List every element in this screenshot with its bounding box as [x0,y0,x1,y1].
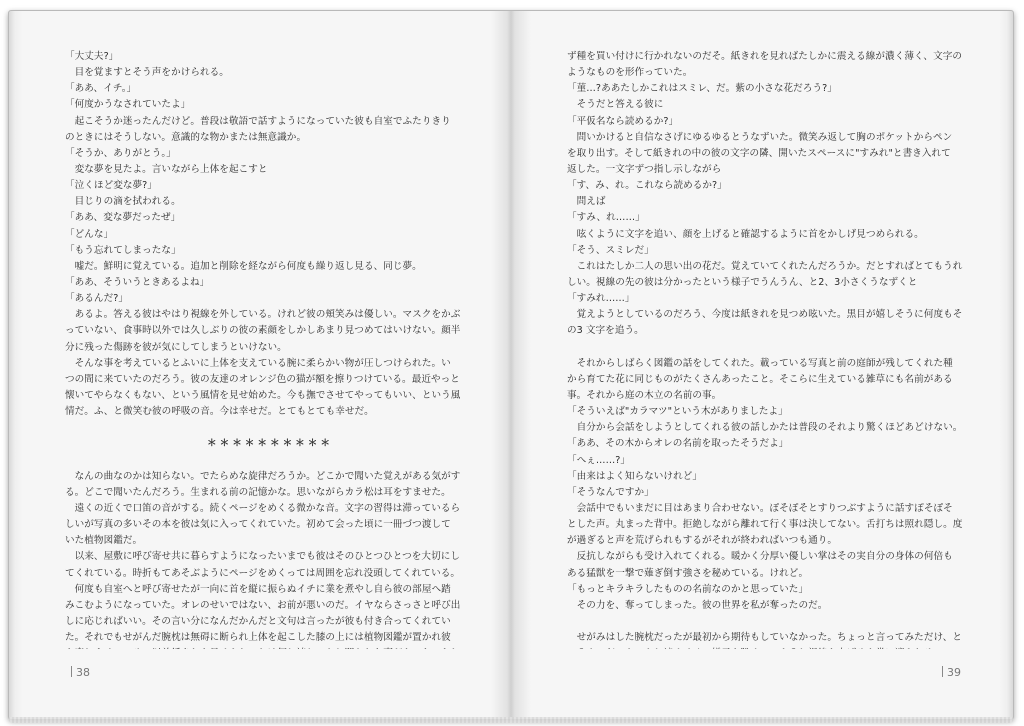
text-line: 「大丈夫?」 [65,51,119,62]
left-page-number [67,666,90,679]
text-line: 「由来はよく知らないけれど」 [567,470,703,482]
text-line: ず種を買い付けに行かれないのだそ。紙きれを見ればたしかに震える線が濃く薄く、文字の [567,51,963,62]
text-line: っていない、食事時以外では久しぶりの彼の素顔をしかしあまり見つめてはいけない。顔半 [65,325,461,337]
text-line [65,453,475,469]
text-line: 「ああ、その木からオレの名前を取ったそうだよ」 [567,438,789,450]
open-book [8,10,1014,720]
text-line: 以来、屋敷に呼び寄せ共に暮らすようになったいまでも彼はそのひとつひとつを大切にし [65,551,461,563]
text-line: てくれている。時折もてあそぶようにページをめくっては周囲を忘れ没頭してくれている。 [65,567,461,579]
right-page-text [567,49,977,649]
text-line: みこむようになっていた。オレのせいではない、お前が悪いのだ。イヤならさっさと呼び出 [65,599,461,611]
left-page-text [65,49,475,649]
text-line: 問えば [567,196,606,208]
text-line: 情だ。ふ、と微笑む彼の呼吸の音。今は幸せだ。とてもとても幸せだ。 [65,406,374,418]
text-line: つの間に来ていたのだろう。彼の友達のオレンジ色の猫が額を擦りつけている。最近やっと [65,373,460,385]
text-line: た。それでもせがんだ腕枕は無碍に断られ上体を起こした膝の上には植物図鑑が置かれ彼 [65,632,451,644]
text-line: ＊＊＊＊＊＊＊＊＊＊ [207,438,333,450]
text-line: 「ああ、イチ。」 [65,83,137,95]
text-line: 「もっとキラキラしたものの名前なのかと思っていた」 [567,583,809,595]
text-line: せがみはした腕枕だったが最初から期待もしていなかった。ちょっと言ってみただけ、と [567,632,963,644]
text-line: から育てた花に同じものがたくさんあったこと。そこらに生えている雑草にも名前がある [567,373,953,385]
text-line: 「菫…?ああたしかこれはスミレ、だ。紫の小さな花だろう?」 [567,83,837,95]
text-line: 「へぇ……?」 [567,454,631,466]
text-line: 「そういえば"カラマツ"という木がありましたよ」 [567,406,788,418]
text-line: なんの曲なのかは知らない。でたらめな旋律だろうか。どこかで聞いた覚えがある気がす [65,470,461,482]
text-line: 「何度かうなされていたよ」 [65,99,191,111]
text-line: を取り出す。そして紙きれの中の彼の文字の隣、開いたスペースに"すみれ"と書き入れて [567,147,951,159]
text-line: そうだと答える彼に [567,99,664,111]
page-number-divider [71,666,72,677]
text-line: 「すみ、れ……」 [567,212,645,224]
text-line: 「そうなんですか」 [567,486,654,498]
right-page-number [938,666,961,679]
text-line: しいが写真の多いその本を彼は気に入ってくれていた。初めて会った頃に一冊づつ渡して [65,519,451,531]
text-line: 「平仮名なら読めるか?」 [567,115,679,127]
text-line: 呟くように文字を追い、顔を上げると確認するように首をかしげ見つめられる。 [567,228,924,240]
text-line: 覚えようとしているのだろう、今度は紙きれを見つめ呟いた。黒目が嬉しそうに何度もそ [567,309,963,321]
text-line: 反抗しながらも受け入れてくれる。暖かく分厚い優しい掌はその実自分の身体の何倍も [567,551,953,563]
left-page-number-value: 38 [76,666,90,679]
text-line: の3 文字を追う。 [567,325,644,337]
text-line: 会話中でもいまだに目はあまり合わせない。ぽそぽそとすりつぶすように話すぽそぽそ [567,502,953,514]
text-line: 「そう、スミレだ」 [567,244,654,256]
text-line: 「そうか、ありがとう。」 [65,147,176,159]
text-line: しに応じればいい。その言い分になんだかんだと文句は言ったが彼も付き合ってくれてい [65,615,451,627]
text-line: そんな事を考えているとふいに上体を支えている腕に柔らかい物が圧しつけられた。い [65,357,451,369]
text-line: とした声。丸まった背中。拒絶しながら離れて行く事は決してない。舌打ちは照れ隠し。度 [567,519,963,531]
text-line: 「あるんだ?」 [65,293,129,305]
text-line: 「す、み、れ。これなら読めるか?」 [567,180,727,192]
text-line: 問いかけると自信なさげにゆるゆるとうなずいた。微笑み返して胸のポケットからペン [567,131,953,143]
text-line: 変な夢を見たよ。言いながら上体を起こすと [65,163,268,175]
text-line: それからしばらく図鑑の話をしてくれた。載っている写真と前の庭師が残してくれた種 [567,357,953,369]
text-line [65,646,475,649]
text-line: のときにはそうしない。意識的な物かまたは無意識か。 [65,131,307,143]
text-line: 「もう忘れてしまったな」 [65,244,181,256]
text-line: あるよ。答える彼はやはり視線を外している。けれど彼の頬笑みは優しい。マスクをかぶ [65,309,461,321]
text-line: 懐いてやらなくもない、という風情を見せ始めた。今も撫でさせてやってもいい、という風 [65,389,461,401]
text-line: 「すみれ……」 [567,293,635,305]
text-line [567,340,977,356]
text-line: が過ぎると声を荒げられもするがそれが終わればいつも通り。 [567,535,838,547]
text-line [65,420,475,436]
text-line: 分に残った傷跡を彼が気にしてしまうといけない。 [65,341,287,353]
text-line: ようなものを形作っていた。 [567,67,693,79]
text-line: 返した。一文字ずつ指し示しながら [567,163,722,175]
text-line: 目を覚ますとそう声をかけられる。 [65,67,229,79]
text-line: しい。視線の先の彼は分かったという様子でうんうん、と2、3小さくうなずくと [567,276,918,288]
text-line: 自分から会話をしようとしてくれる彼の話しかたは普段のそれより驚くほどあどけない。 [567,422,963,434]
text-line: 起こそうか迷ったんだけど。普段は敬語で話すようになっていた彼も自室でふたりきり [65,115,451,127]
text-line: 遠くの近くで口笛の音がする。続くページをめくる微かな音。文字の習得は滞っているら [65,502,461,514]
text-line: これはたしか二人の思い出の花だ。覚えていてくれたんだろうか。だとすればとてもうれ [567,260,963,272]
text-line [567,614,977,630]
text-line: 「どんな」 [65,228,114,240]
text-line: 「ああ、変な夢だったぜ」 [65,212,181,224]
text-line: いた植物図鑑だ。 [65,535,143,547]
text-line: 「泣くほど変な夢?」 [65,180,157,192]
text-line: 事。それから庭の木立の名前の事。 [567,389,722,401]
text-line: その力を、奪ってしまった。彼の世界を私が奪ったのだ。 [567,599,828,611]
page-number-divider [942,666,943,677]
right-page-number-value: 39 [947,666,961,679]
text-line: 嘘だ。鮮明に覚えている。追加と削除を経ながら何度も繰り返し見る、同じ夢。 [65,260,422,272]
text-line: 何度も自室へと呼び寄せたが一向に首を縦に振らぬイチに業を煮やし自ら彼の部屋へ踏 [65,583,451,595]
text-line: 「ああ、そういうときあるよね」 [65,276,210,288]
text-line: 目じりの滴を拭われる。 [65,196,181,208]
text-line: ある猛獣を一撃で薙ぎ倒す強さを秘めている。けれど。 [567,567,809,579]
text-line [567,646,977,649]
text-line: る。どこで聞いたんだろう。生まれる前の記憶かな。思いながらカラ松は耳をすませた。 [65,486,451,498]
